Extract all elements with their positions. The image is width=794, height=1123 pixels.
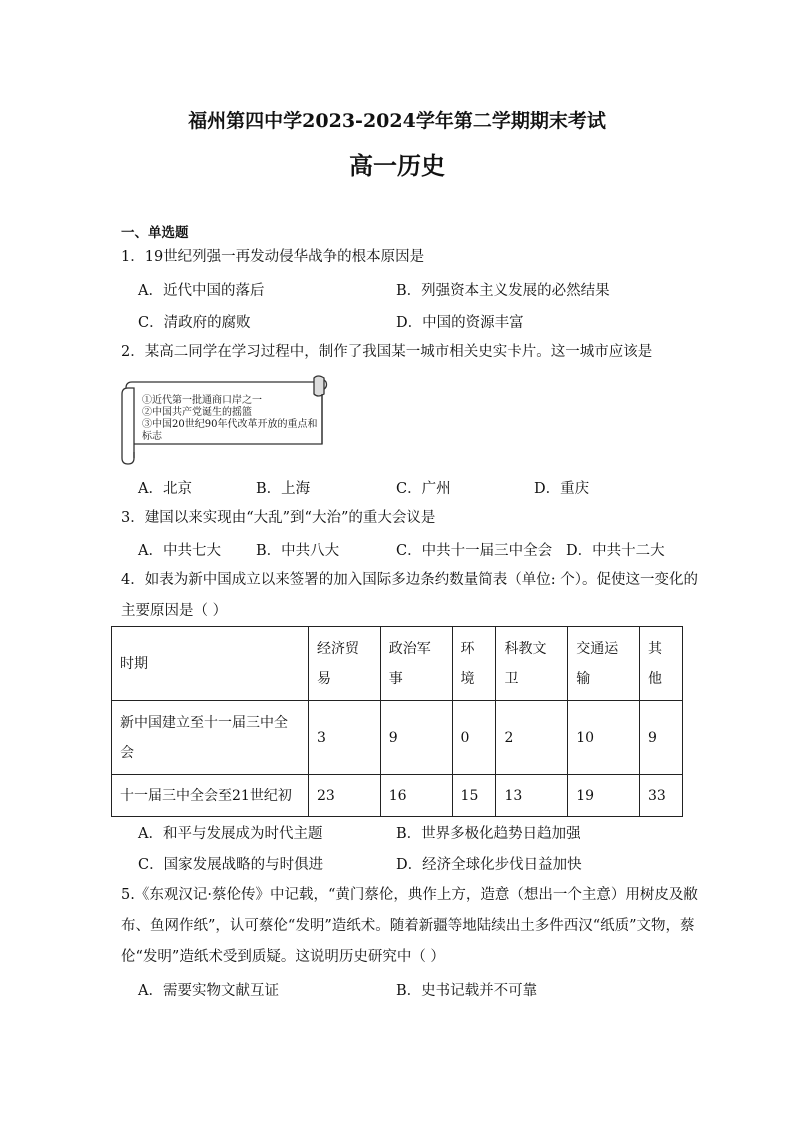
question-4-stem-line2: 主要原因是（ ） <box>121 603 228 619</box>
header-cell-transport: 交通运 输 <box>568 627 640 701</box>
q4-option-c: C．国家发展战略的与时俱进 <box>138 857 324 873</box>
row-2-value: 16 <box>380 775 452 817</box>
question-1-stem: 1．19世纪列强一再发动侵华战争的根本原因是 <box>121 249 425 265</box>
row-1-value: 9 <box>380 701 452 775</box>
q4-option-b: B．世界多极化趋势日趋加强 <box>396 826 581 842</box>
question-3-stem: 3．建国以来实现由“大乱”到“大治”的重大会议是 <box>121 510 436 526</box>
q2-option-c: C．广州 <box>396 481 451 497</box>
row-1-period: 新中国建立至十一届三中全 会 <box>112 701 309 775</box>
q1-option-c: C．清政府的腐败 <box>138 315 251 331</box>
header-cell-other: 其 他 <box>640 627 683 701</box>
table-row <box>112 775 683 817</box>
q4-option-d: D．经济全球化步伐日益加快 <box>396 857 582 873</box>
row-2-period: 十一届三中全会至21世纪初 <box>112 775 309 817</box>
row-2-value: 23 <box>309 775 381 817</box>
q2-option-b: B．上海 <box>256 481 311 497</box>
subject-title: 高一历史 <box>349 151 445 180</box>
row-1-value: 10 <box>568 701 640 775</box>
q5-option-a: A．需要实物文献互证 <box>138 983 279 999</box>
row-2-value: 15 <box>452 775 496 817</box>
q3-option-b: B．中共八大 <box>256 543 340 559</box>
question-4-stem-line1: 4．如表为新中国成立以来签署的加入国际多边条约数量简表（单位: 个）。促使这一变化的 <box>121 572 698 588</box>
q2-option-d: D．重庆 <box>534 481 590 497</box>
question-5-line1: 5.《东观汉记·蔡伦传》中记载，“黄门蔡伦，典作上方，造意（想出一个主意）用树皮及敝 <box>121 887 698 903</box>
exam-title: 福州第四中学2023-2024学年第二学期期末考试 <box>188 110 606 132</box>
row-2-value: 19 <box>568 775 640 817</box>
header-cell-education: 科教文 卫 <box>496 627 568 701</box>
row-1-value: 3 <box>309 701 381 775</box>
q1-option-d: D．中国的资源丰富 <box>396 315 524 331</box>
q4-option-a: A．和平与发展成为时代主题 <box>138 826 323 842</box>
card-line-3: ③中国20世纪90年代改革开放的重点和 <box>142 419 318 430</box>
q3-option-c: C．中共十一届三中全会 <box>396 543 553 559</box>
row-1-value: 2 <box>496 701 568 775</box>
header-cell-environment: 环 境 <box>452 627 496 701</box>
question-2-stem: 2．某高二同学在学习过程中，制作了我国某一城市相关史实卡片。这一城市应该是 <box>121 344 653 360</box>
card-line-1: ①近代第一批通商口岸之一 <box>142 395 262 406</box>
row-2-value: 33 <box>640 775 683 817</box>
header-cell-politics: 政治军 事 <box>380 627 452 701</box>
section-heading: 一、单选题 <box>121 225 189 241</box>
row-1-value: 0 <box>452 701 496 775</box>
q5-option-b: B．史书记载并不可靠 <box>396 983 538 999</box>
q2-option-a: A．北京 <box>138 481 192 497</box>
treaty-table <box>111 626 683 817</box>
q1-option-a: A．近代中国的落后 <box>138 283 265 299</box>
row-2-value: 13 <box>496 775 568 817</box>
header-cell-economy: 经济贸 易 <box>309 627 381 701</box>
q3-option-a: A．中共七大 <box>138 543 221 559</box>
table-row <box>112 701 683 775</box>
question-5-line3: 伦“发明”造纸术受到质疑。这说明历史研究中（ ） <box>121 949 445 965</box>
q1-option-b: B．列强资本主义发展的必然结果 <box>396 283 610 299</box>
header-cell-period: 时期 <box>112 627 309 701</box>
table-header-row <box>112 627 683 701</box>
row-1-value: 9 <box>640 701 683 775</box>
card-line-4: 标志 <box>142 431 162 442</box>
card-line-2: ②中国共产党诞生的摇篮 <box>142 407 252 418</box>
question-5-line2: 布、鱼网作纸”，认可蔡伦“发明”造纸术。随着新疆等地陆续出土多件西汉“纸质”文物，蔡 <box>121 918 695 934</box>
q3-option-d: D．中共十二大 <box>566 543 665 559</box>
